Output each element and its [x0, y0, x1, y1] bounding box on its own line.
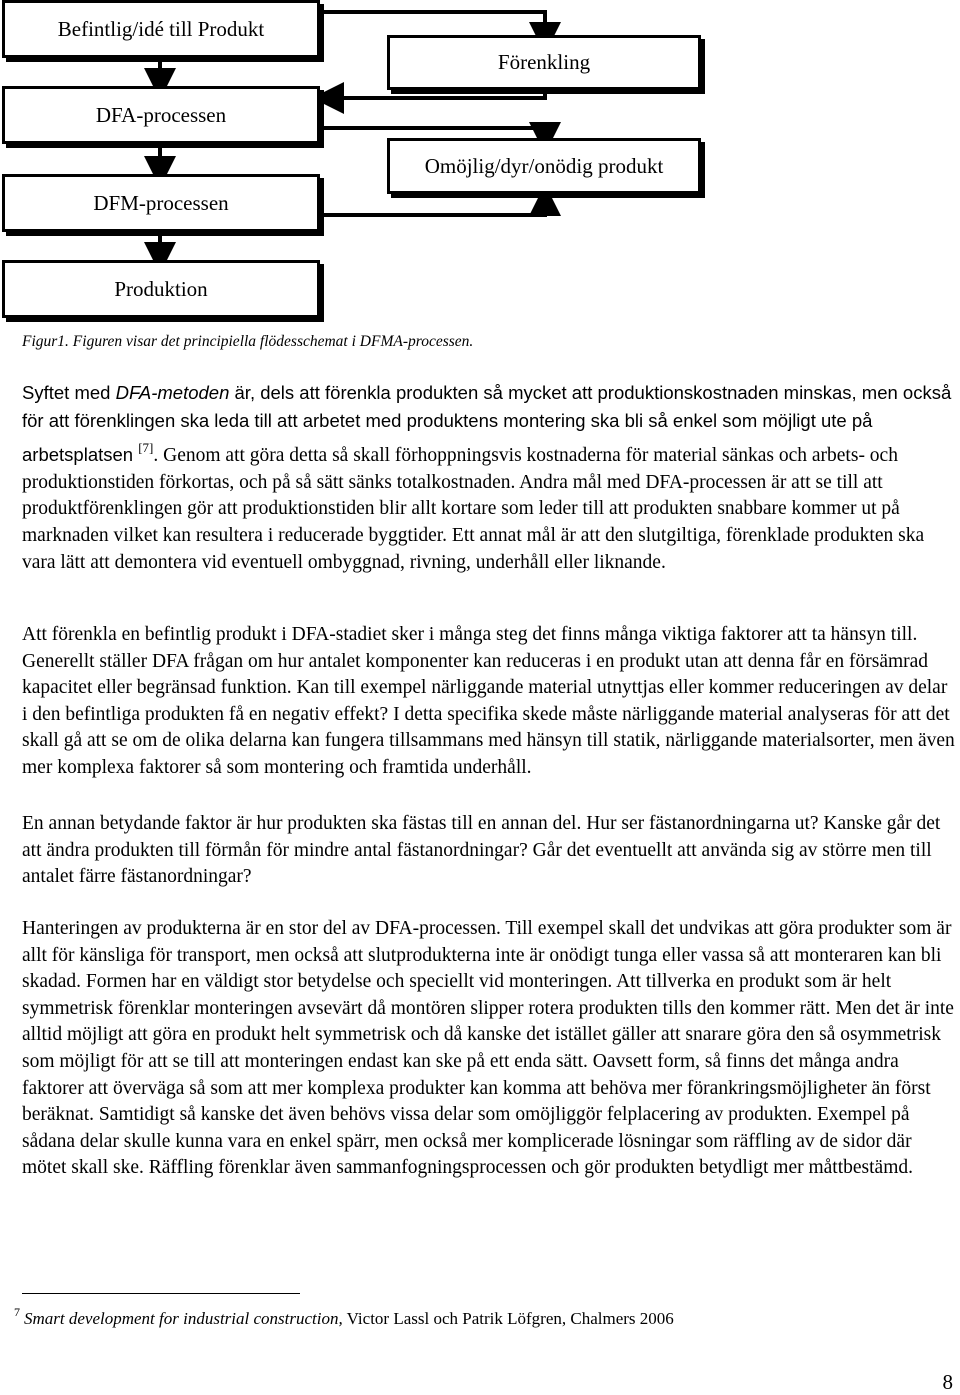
p1-body: är, dels att förenkla produkten så mycket att produktionskostnaden minskas, men också för att förenklingen ska leda till att arbetet med produktens montering ska bli så enkel som möjligt ute på arbetsplatsen [22, 382, 952, 466]
box-dfa-label: DFA-processen [95, 102, 227, 127]
p1-reference: [7] [138, 440, 154, 456]
figure-caption: Figur1. Figuren visar det principiella flödesschemat i DFMA-processen. [22, 333, 474, 350]
paragraph-3: En annan betydande faktor är hur produkten ska fästas till en annan del. Hur ser fästanordningarna ut? Kanske går det att ändra produkten till förmån för mindre antal fästanordningar? Går det eventuellt att använda sig av större men till antalet färre fästanordningar? [22, 813, 941, 888]
box-dfa [2, 86, 320, 144]
paragraph-1 [22, 380, 957, 576]
p1-goal: . Genom att göra detta så skall förhoppningsvis kostnaderna för material sänkas och arbets- och produktionstiden förkortas, och på så sätt sänks totalkostnaden. [22, 445, 898, 493]
box-forenkling [387, 35, 701, 90]
footnote-title: Smart development for industrial construction, [24, 1309, 343, 1328]
box-forenkling-label: Förenkling [497, 50, 591, 74]
paragraph-2: Att förenkla en befintlig produkt i DFA-stadiet sker i många steg det finns många viktiga faktorer att ta hänsyn till. Generellt ställer DFA frågan om hur antalet komponenter kan reduceras i en produkt utan att denna får en försämrad kapacitet eller begränsad funktion. Kan till exempel närliggande material utnyttjas eller kommer reduceringen av delar i den befintliga produkten få en negativ effekt? I detta specifika skede måste närliggande material analyseras för att det skall gå att se om de olika delarna kan fungera tillsammans med hänsyn till statik, närliggande materialsorter, men även mer komplexa faktorer så som montering och framtida underhåll. [22, 624, 955, 778]
p1-more: Andra mål med DFA-processen är att se till att produktförenklingen gör att produktionstiden blir allt kortare som leder till att produkten snabbare kommer ut på marknaden vilket kan resultera i reducerade byggtider. Ett annat mål är att den slutgiltiga, förenklade produkten ska vara lätt att demontera vid eventuell ombyggnad, rivning, underhåll eller liknande. [22, 471, 925, 573]
p1-lead: Syftet med [22, 382, 116, 403]
box-dfm-label: DFM-processen [93, 190, 229, 215]
footnote-divider [22, 1293, 300, 1294]
box-befintlig [2, 0, 320, 58]
footnote [14, 1305, 674, 1329]
arrow-dfm-to-omojlig [322, 200, 545, 215]
box-befintlig-label: Befintlig/idé till Produkt [57, 16, 265, 41]
box-produktion-label: Produktion [114, 276, 208, 301]
paragraph-4: Hanteringen av produkterna är en stor del av DFA-processen. Till exempel skall det undvikas att göra produkter som är allt för känsliga för transport, men också att slutprodukterna inte är onödigt tunga eller vassa så att monteraren kan bli skadad. Formen har en väldigt stor betydelse och speciellt vid monteringen. Att tillverka en produkt som är helt symmetrisk förenklar monteringen avsevärt då montören slipper rotera produkten tills den kommer rätt. Men det är inte alltid möjligt att göra en produkt helt symmetrisk och då kanske det istället gäller att snarare göra den så osymmetrisk som möjligt för att se till att monteringen endast kan ske på ett enda sätt. Oavsett form, så finns det många andra faktorer att överväga så som att mer komplexa produkter kan komma att behöva mer förankringsmöjligheter än först beräknat. Samtidigt så kanske det även behövs vissa delar som omöjliggör felplacering av produkten. Exempel på sådana delar skulle kunna vara en enkel spärr, men också mer komplicerade lösningar som räffling av de sidor där mötet skall ske. Räffling förenklar även sammanfogningsprocessen och gör produkten betydligt mer måttbestämd. [22, 918, 954, 1179]
box-produktion [2, 260, 320, 318]
p1-dfa-metoden: DFA-metoden [115, 382, 230, 403]
box-dfm [2, 174, 320, 232]
box-omojlig [387, 138, 701, 194]
footnote-number: 7 [14, 1305, 20, 1319]
page-number: 8 [942, 1370, 953, 1394]
footnote-rest: Victor Lassl och Patrik Löfgren, Chalmers 2006 [342, 1309, 674, 1328]
box-omojlig-label: Omöjlig/dyr/onödig produkt [424, 153, 664, 178]
arrow-dfa-to-omojlig [322, 128, 545, 138]
